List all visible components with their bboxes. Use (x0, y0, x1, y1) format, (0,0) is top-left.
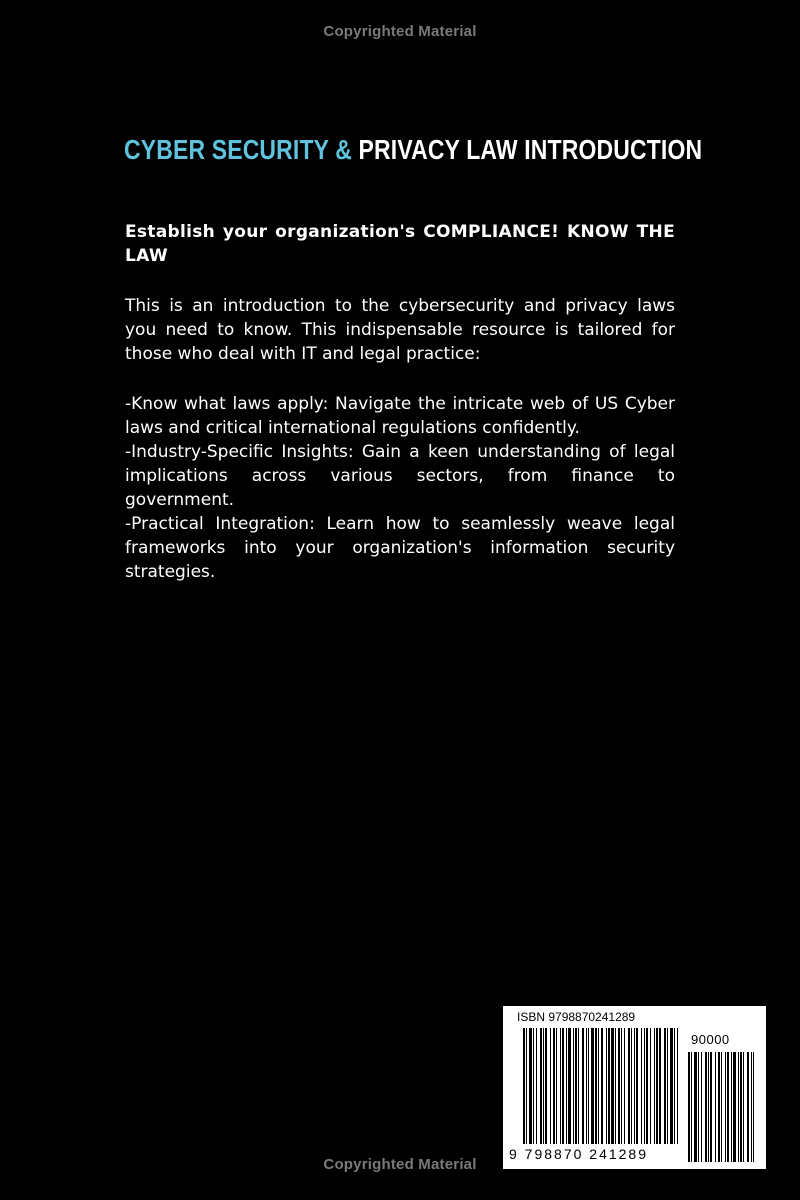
barcode-bar (586, 1028, 587, 1144)
barcode-bar (691, 1052, 692, 1162)
barcode-bar (721, 1052, 722, 1162)
barcode-bar (598, 1028, 599, 1144)
barcode-bar (667, 1028, 668, 1144)
barcode-bar (733, 1052, 736, 1162)
barcode-bar (701, 1052, 702, 1162)
barcode-bar (545, 1028, 547, 1144)
bullet-item: -Know what laws apply: Navigate the intricate web of US Cyber laws and critical international regulations confidently. (125, 394, 675, 438)
barcode-bar (543, 1028, 544, 1144)
barcode-bar (743, 1052, 744, 1162)
barcode-bar (751, 1052, 752, 1162)
barcode-bar (664, 1028, 666, 1144)
barcode-bar (674, 1028, 675, 1144)
barcode-bar (556, 1028, 557, 1144)
copyright-watermark-bottom: Copyrighted Material (323, 1156, 477, 1173)
bullet-item: -Industry-Specific Insights: Gain a keen understanding of legal implications across various sectors, from finance to government. (125, 442, 675, 510)
barcode-bar (588, 1028, 589, 1144)
barcode-bar (624, 1028, 625, 1144)
barcode-bar (628, 1028, 630, 1144)
barcode-bar (738, 1052, 739, 1162)
barcode-bar (708, 1052, 709, 1162)
barcode-bar (710, 1052, 712, 1162)
barcode-bar (634, 1028, 635, 1144)
book-title (124, 130, 703, 170)
barcode-bar (636, 1028, 638, 1144)
barcode-bar (526, 1028, 527, 1144)
isbn-digits: 9 798870 241289 (509, 1146, 648, 1162)
barcode-bar (727, 1052, 729, 1162)
barcode-bar (606, 1028, 607, 1144)
barcode-bar (523, 1028, 525, 1144)
barcode-bar (550, 1028, 551, 1144)
barcode-bar (731, 1052, 732, 1162)
description-intro: This is an introduction to the cybersecurity and privacy laws you need to know. This indispensable resource is tailored for those who deal with IT and legal practice: (125, 296, 675, 364)
barcode-bars (503, 1006, 766, 1169)
barcode-bar (715, 1052, 716, 1162)
barcode-bar (631, 1028, 632, 1144)
bullet-item: -Practical Integration: Learn how to seamlessly weave legal frameworks into your organization's information security strategies. (125, 514, 675, 582)
barcode-bar (670, 1028, 673, 1144)
description-block (125, 220, 675, 584)
copyright-watermark-top: Copyrighted Material (323, 23, 477, 40)
barcode-bar (650, 1028, 651, 1144)
barcode-bar (656, 1028, 658, 1144)
barcode-bar (621, 1028, 622, 1144)
barcode-bar (641, 1028, 642, 1144)
title-accent-text: CYBER SECURITY & (124, 134, 353, 165)
barcode-bar (568, 1028, 571, 1144)
barcode-bar (536, 1028, 537, 1144)
barcode-bar (646, 1028, 648, 1144)
barcode-bar (694, 1052, 697, 1162)
barcode-bar (747, 1052, 749, 1162)
barcode-bar (540, 1028, 542, 1144)
barcode-bar (740, 1052, 742, 1162)
description-heading: Establish your organization's COMPLIANCE! KNOW THE LAW (125, 222, 675, 266)
barcode-bar (615, 1028, 616, 1144)
barcode-bar (575, 1028, 577, 1144)
barcode-bar (644, 1028, 645, 1144)
barcode-bar (654, 1028, 655, 1144)
barcode-bar (718, 1052, 720, 1162)
barcode-bar (698, 1052, 699, 1162)
barcode-bar (705, 1052, 707, 1162)
barcode-bar (591, 1028, 594, 1144)
barcode-bar (595, 1028, 597, 1144)
barcode-bar (618, 1028, 620, 1144)
isbn-label: ISBN 9798870241289 (517, 1010, 636, 1024)
barcode-bar (578, 1028, 579, 1144)
barcode-bar (533, 1028, 534, 1144)
barcode-bar (608, 1028, 610, 1144)
title-main-text: PRIVACY LAW INTRODUCTION (358, 134, 703, 165)
barcode-bar (753, 1052, 754, 1162)
price-code: 90000 (691, 1032, 730, 1047)
barcode-bar (725, 1052, 726, 1162)
barcode-bar (562, 1028, 564, 1144)
barcode-bar (601, 1028, 603, 1144)
barcode-bar (553, 1028, 555, 1144)
barcode-bar (529, 1028, 532, 1144)
barcode-bar (566, 1028, 567, 1144)
barcode-bar (582, 1028, 584, 1144)
barcode-bar (659, 1028, 661, 1144)
barcode-bar (677, 1028, 678, 1144)
isbn-barcode (503, 1006, 766, 1169)
barcode-bar (611, 1028, 614, 1144)
barcode-bar (573, 1028, 574, 1144)
barcode-bar (560, 1028, 561, 1144)
barcode-bar (688, 1052, 690, 1162)
